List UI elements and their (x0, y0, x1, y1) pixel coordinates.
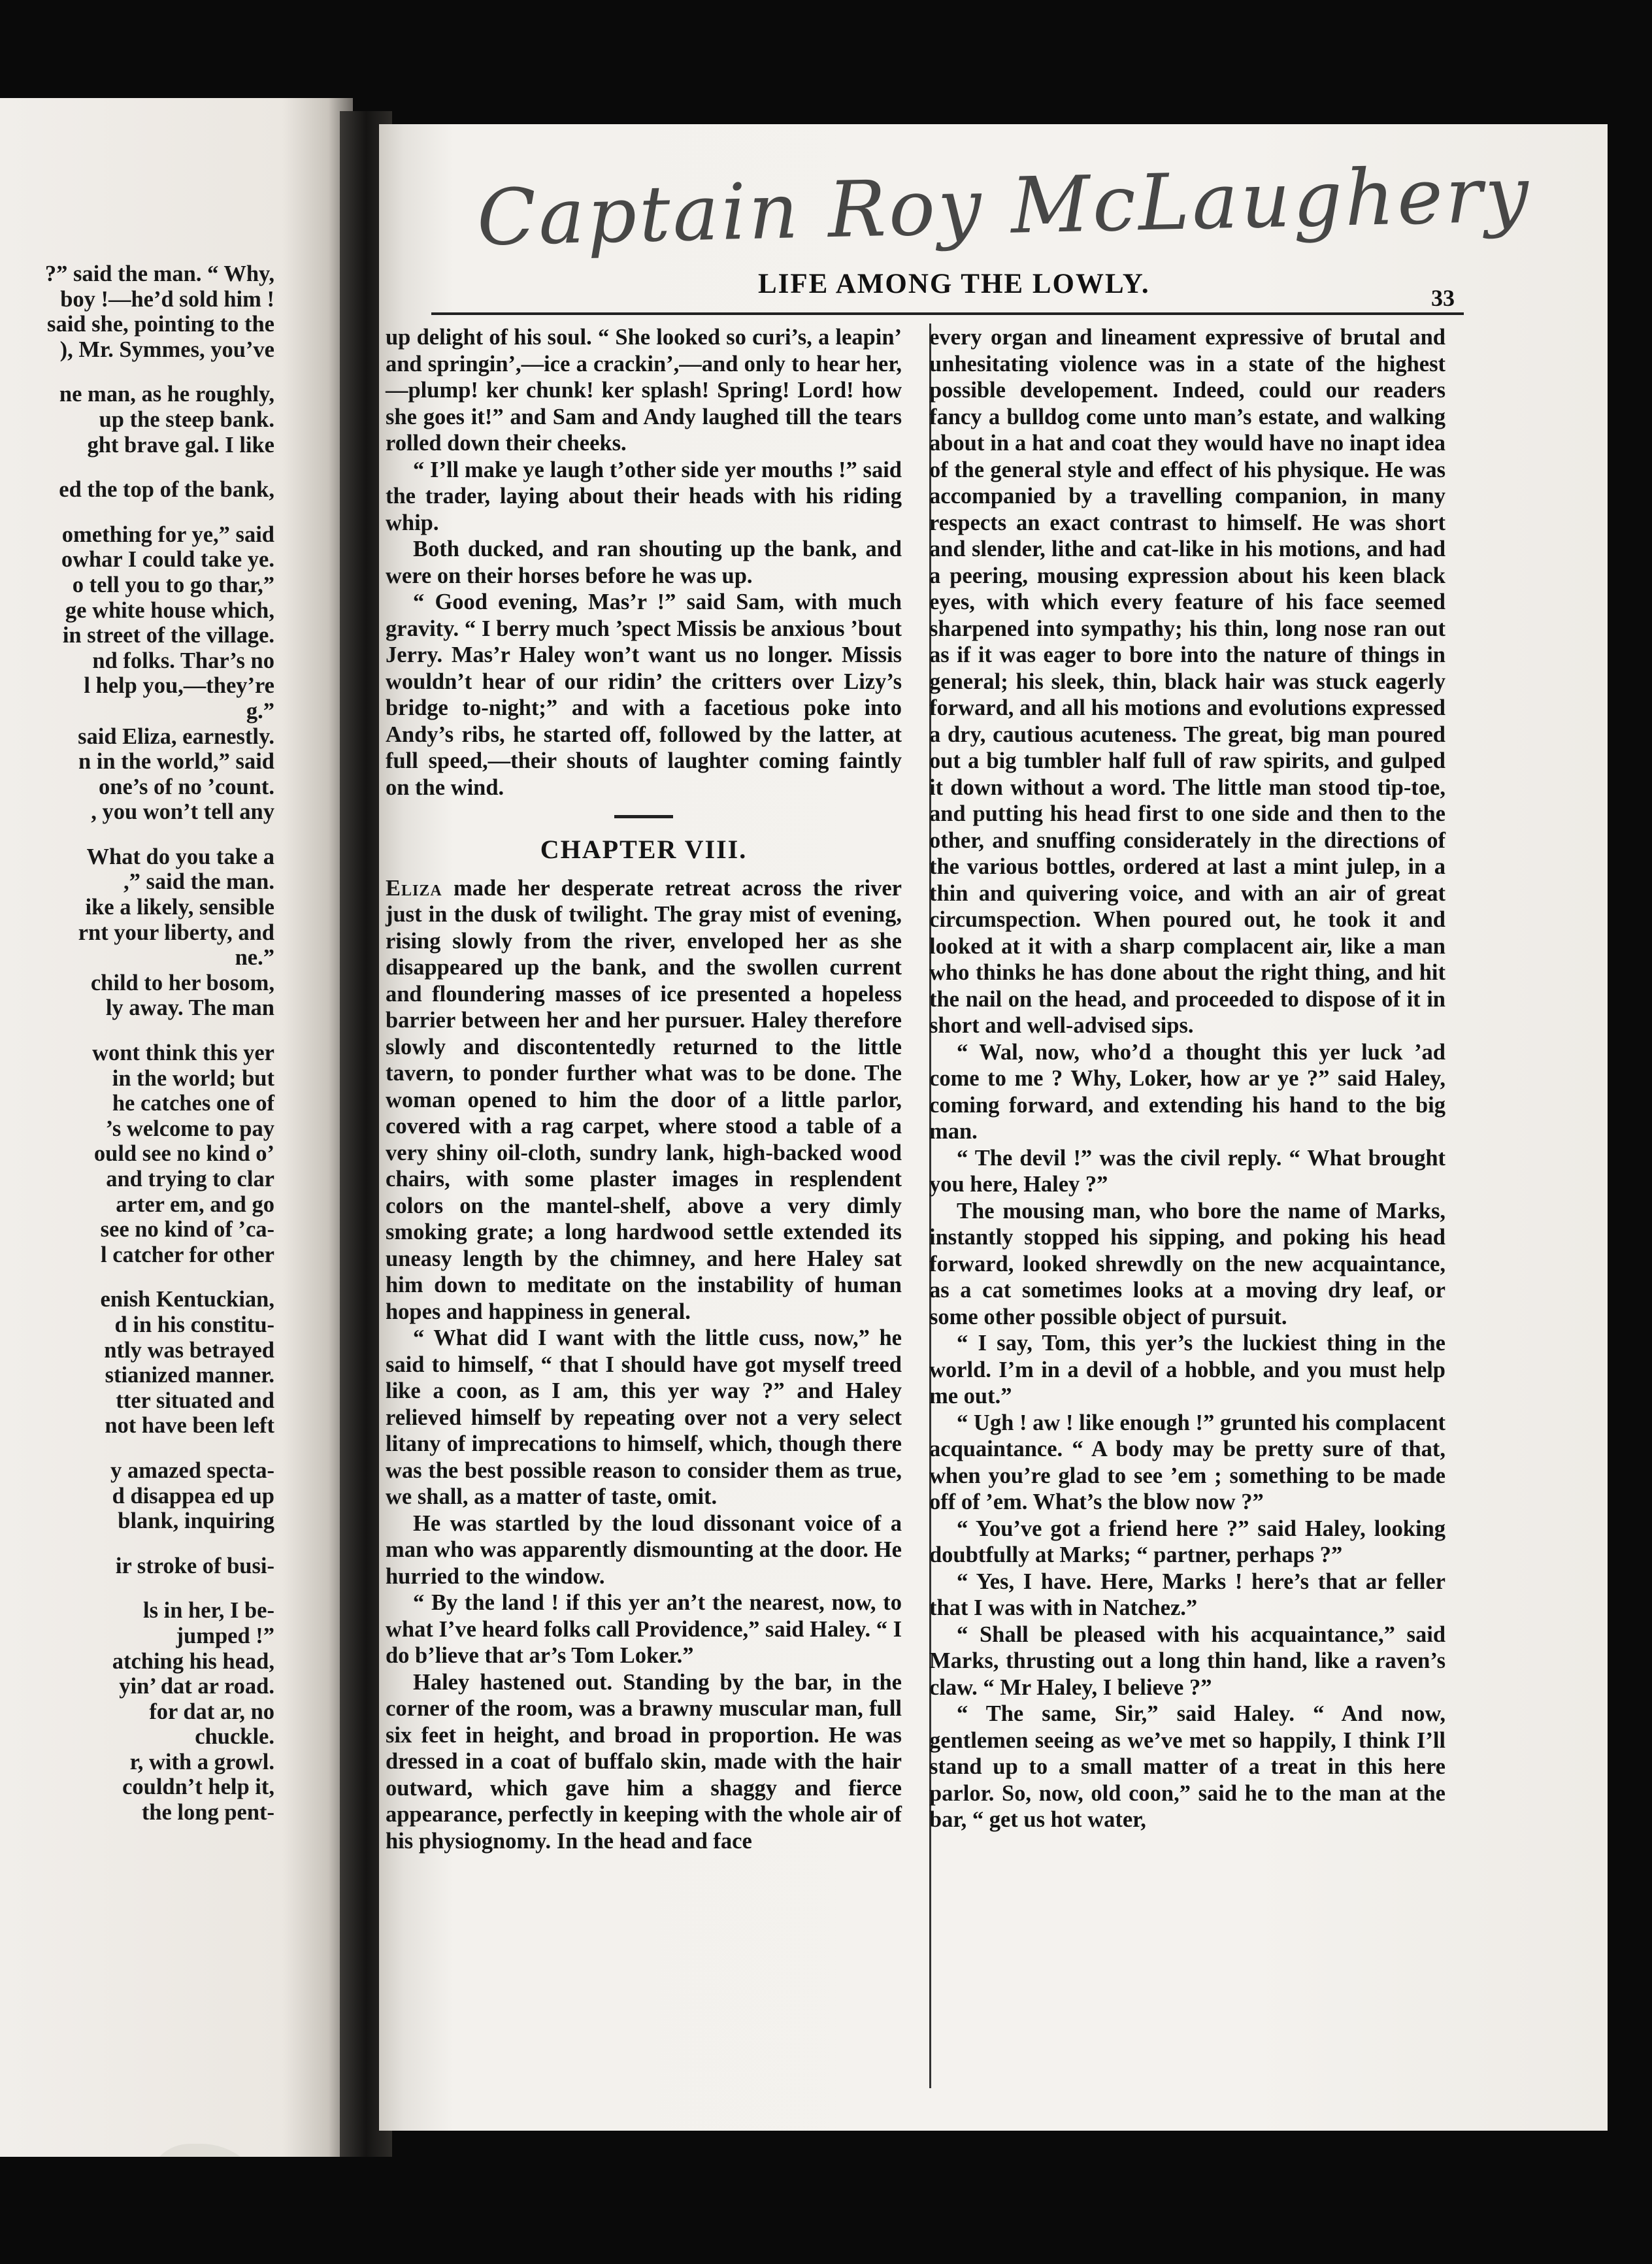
chapter-heading: CHAPTER VIII. (540, 835, 748, 864)
left-page-line: d disappea ed up (112, 1483, 274, 1508)
left-page-line: tter situated and (116, 1388, 274, 1413)
left-page-line: enish Kentuckian, (100, 1287, 274, 1312)
running-head: LIFE AMONG THE LOWLY. (758, 269, 1150, 299)
left-page-text (0, 261, 274, 1825)
paragraph: “ I’ll make ye laugh t’other side yer mouths !” said the trader, laying about their heads with his riding whip. (386, 457, 902, 535)
left-page-line: d in his constitu- (114, 1312, 274, 1337)
left-page-line (0, 1439, 274, 1458)
paragraph: “ The devil !” was the civil reply. “ What brought you here, Haley ?” (929, 1145, 1446, 1197)
header-rule (431, 312, 1464, 315)
left-page-line (0, 1534, 274, 1554)
left-page-line: ?” said the man. “ Why, (44, 261, 274, 286)
left-page-line (0, 1578, 274, 1598)
left-page-line: blank, inquiring (118, 1508, 274, 1534)
left-page-line: he catches one of (112, 1091, 274, 1116)
left-page-line: up the steep bank. (99, 407, 274, 432)
paragraph: Haley hastened out. Standing by the bar, in the corner of the room, was a brawny muscular man, full six feet in height, and broad in proportion. He was dressed in a coat of buffalo skin, made with the hair outward, which gave him a shaggy and fierce appearance, perfectly in keeping with the whole air of his physiognomy. In the head and face (386, 1669, 902, 1854)
left-page-line: not have been left (105, 1413, 274, 1439)
paragraph: up delight of his soul. “ She looked so curi’s, a leapin’ and springin’,—ice a crackin’,—and only to hear her,—plump! ker chunk! ker splash! Spring! Lord! how she goes it!” and Sam and Andy laughed till the tears rolled down their cheeks. (386, 325, 902, 456)
left-page-line (0, 1267, 274, 1287)
left-page-line: for dat ar, no (149, 1699, 274, 1724)
left-page-line: ’s welcome to pay (105, 1116, 274, 1141)
page-number: 33 (1431, 285, 1455, 311)
left-page-line: ,” said the man. (124, 869, 274, 895)
paragraph: “ By the land ! if this yer an’t the nearest, now, to what I’ve heard folks call Providence,” said Haley. “ I do b’lieve that ar’s Tom Loker.” (386, 1590, 902, 1668)
paragraph: “ You’ve got a friend here ?” said Haley, looking doubtfully at Marks; “ partner, perhaps ?” (929, 1516, 1446, 1567)
left-page-line: ne.” (235, 945, 274, 971)
paragraph: He was startled by the loud dissonant voice of a man who was apparently dismounting at the door. He hurried to the window. (386, 1510, 902, 1589)
left-page-line: said she, pointing to the (47, 312, 274, 337)
left-page-line: child to her bosom, (90, 970, 274, 995)
paragraph: “ What did I want with the little cuss, now,” he said to himself, “ that I should have got myself treed like a coon, as I am, this yer way ?” and Haley relieved himself by repeating over not a very select litany of imprecations to himself, which, though there was the best possible reason to consider them as true, we shall, as a matter of taste, omit. (386, 1325, 902, 1509)
chapter-lead-word: Eliza (386, 875, 442, 901)
left-page-line: wont think this yer (92, 1040, 274, 1066)
left-page-line: ), Mr. Symmes, you’ve (59, 337, 274, 362)
left-page-line (0, 503, 274, 522)
left-page-line: nd folks. Thar’s no (92, 648, 274, 673)
left-page-line: n in the world,” said (78, 749, 274, 774)
paragraph: “ Ugh ! aw ! like enough !” grunted his complacent acquaintance. “ A body may be pretty sure of that, when you’re glad to see ’em ; something to be made off of ’em. What’s the blow now ?” (929, 1410, 1446, 1514)
left-page-line: ould see no kind o’ (93, 1141, 274, 1167)
left-page-line: ed the top of the bank, (59, 477, 274, 503)
paragraph: Both ducked, and ran shouting up the bank, and were on their horses before he was up. (386, 537, 902, 588)
left-page-line: g.” (246, 698, 274, 724)
column-right (929, 324, 1446, 1833)
left-page-line: ne man, as he roughly, (59, 382, 274, 407)
left-page-line (0, 1021, 274, 1040)
left-page-line: r, with a growl. (129, 1749, 274, 1774)
left-page-line: ntly was betrayed (104, 1337, 274, 1363)
left-page-line: ls in her, I be- (143, 1598, 274, 1623)
left-page-line: chuckle. (195, 1724, 274, 1750)
left-page-line: ge white house which, (65, 597, 274, 623)
paragraph: “ I say, Tom, this yer’s the luckiest thing in the world. I’m in a devil of a hobble, and you must help me out.” (929, 1331, 1446, 1408)
left-page-line: ly away. The man (105, 995, 274, 1021)
column-left (386, 324, 902, 1854)
left-page-line: ir stroke of busi- (115, 1553, 274, 1578)
left-page-line: jumped !” (176, 1623, 274, 1648)
left-page-line: o tell you to go thar,” (72, 572, 274, 597)
left-page-line: said Eliza, earnestly. (78, 724, 274, 749)
left-page-line: What do you take a (86, 844, 274, 869)
left-page-line: atching his head, (112, 1648, 274, 1674)
left-page-line: yin’ dat ar road. (119, 1674, 274, 1699)
left-page-line: boy !—he’d sold him ! (60, 286, 274, 312)
left-page-line: rnt your liberty, and (78, 920, 274, 945)
paragraph: “ Wal, now, who’d a thought this yer luck ’ad come to me ? Why, Loker, how ar ye ?” said Haley, coming forward, and extending his hand to the big man. (929, 1039, 1446, 1144)
left-page-line (0, 825, 274, 844)
left-page-line: , you won’t tell any (91, 799, 274, 825)
left-page-line: couldn’t help it, (122, 1774, 274, 1800)
left-page-line: see no kind of ’ca- (100, 1217, 274, 1242)
left-page-line (0, 362, 274, 382)
chapter-rule (614, 815, 673, 818)
left-page-line: owhar I could take ye. (61, 547, 274, 573)
left-page-line: ike a likely, sensible (85, 895, 274, 920)
left-page-line: one’s of no ’count. (99, 774, 274, 799)
paragraph: “ Yes, I have. Here, Marks ! here’s that ar feller that I was with in Natchez.” (929, 1569, 1446, 1620)
left-page-line: l help you,—they’re (84, 673, 274, 699)
handwritten-inscription: Captain Roy McLaughery (476, 148, 1532, 263)
left-page-line: omething for ye,” said (61, 522, 274, 547)
paragraph: The mousing man, who bore the name of Marks, instantly stopped his sipping, and poking his head forward, looked shrewdly on the new acquaintance, as a cat sometimes looks at a moving dry leaf, or some other possible object of pursuit. (929, 1198, 1446, 1329)
left-page-line: in the world; but (112, 1065, 274, 1091)
paragraph (386, 875, 902, 1325)
paragraph-text: made her desperate retreat across the river just in the dusk of twilight. The gray mist of evening, rising slowly from the river, enveloped her as she disappeared up the bank, and the swollen current and floundering masses of ice presented a hopeless barrier between her and her pursuer. Haley therefore slowly and discontentedly returned to the little tavern, to ponder further what was to be done. The woman opened to him the door of a little parlor, covered with a rag carpet, where stood a table of a very shiny oil-cloth, sundry lank, high-backed wood chairs, with some plaster images in resplendent colors on the mantel-shelf, above a very dimly smoking grate; a long hardwood settle extended its uneasy length by the chimney, and here Haley sat him down to meditate on the instability of human hopes and happiness in general. (386, 875, 902, 1324)
left-page-line: stianized manner. (105, 1363, 274, 1388)
paragraph: “ The same, Sir,” said Haley. “ And now, gentlemen seeing as we’ve met so happily, I think I’ll stand up to a small matter of a treat in this here parlor. So, now, old coon,” said he to the man at the bar, “ get us hot water, (929, 1701, 1446, 1832)
left-page-line: in street of the village. (62, 623, 274, 648)
left-page-line: and trying to clar (106, 1167, 274, 1191)
paragraph: “ Good evening, Mas’r !” said Sam, with much gravity. “ I berry much ’spect Missis be anxious ’bout Jerry. Mas’r Haley won’t want us no longer. Missis wouldn’t hear of our ridin’ the critters over Lizy’s bridge to-night;” and with a facetious poke into Andy’s ribs, he started off, followed by the latter, at full speed,—their shouts of laughter coming faintly on the wind. (386, 590, 902, 800)
left-page-line: l catcher for other (101, 1242, 274, 1267)
paragraph: “ Shall be pleased with his acquaintance,” said Marks, thrusting out a long thin hand, like a raven’s claw. “ Mr Haley, I believe ?” (929, 1622, 1446, 1700)
left-page-line: arter em, and go (116, 1191, 274, 1217)
torn-corner (150, 2144, 261, 2157)
left-page-line (0, 458, 274, 477)
left-page (0, 98, 353, 2157)
left-page-line: the long pent- (141, 1800, 274, 1825)
left-page-line: y amazed specta- (110, 1457, 274, 1483)
left-page-line: ght brave gal. I like (87, 432, 274, 458)
paragraph: every organ and lineament expressive of brutal and unhesitating violence was in a state of the highest possible developement. Indeed, could our readers fancy a bulldog come unto man’s estate, and walking about in a hat and coat they would have no inapt idea of the general style and effect of his physique. He was accompanied by a travelling companion, in many respects an exact contrast to himself. He was short and slender, lithe and cat-like in his motions, and had a peering, mousing expression about his keen black eyes, with which every feature of his face seemed sharpened into sympathy; his thin, long nose ran out as if it was eager to bore into the nature of things in general; his sleek, thin, black hair was stuck eagerly forward, and all his motions and evolutions expressed a dry, cautious acuteness. The great, big man poured out a big tumbler half full of raw spirits, and gulped it down without a word. The little man stood tip-toe, and putting his head first to one side and then to the other, and snuffing considerately in the directions of the various bottles, ordered at last a mint julep, in a thin and quivering voice, and with an air of great circumspection. When poured out, he took it and looked at it with a sharp complacent air, like a man who thinks he has done about the right thing, and hit the nail on the head, and proceeded to dispose of it in short and well-advised sips. (929, 325, 1446, 1038)
